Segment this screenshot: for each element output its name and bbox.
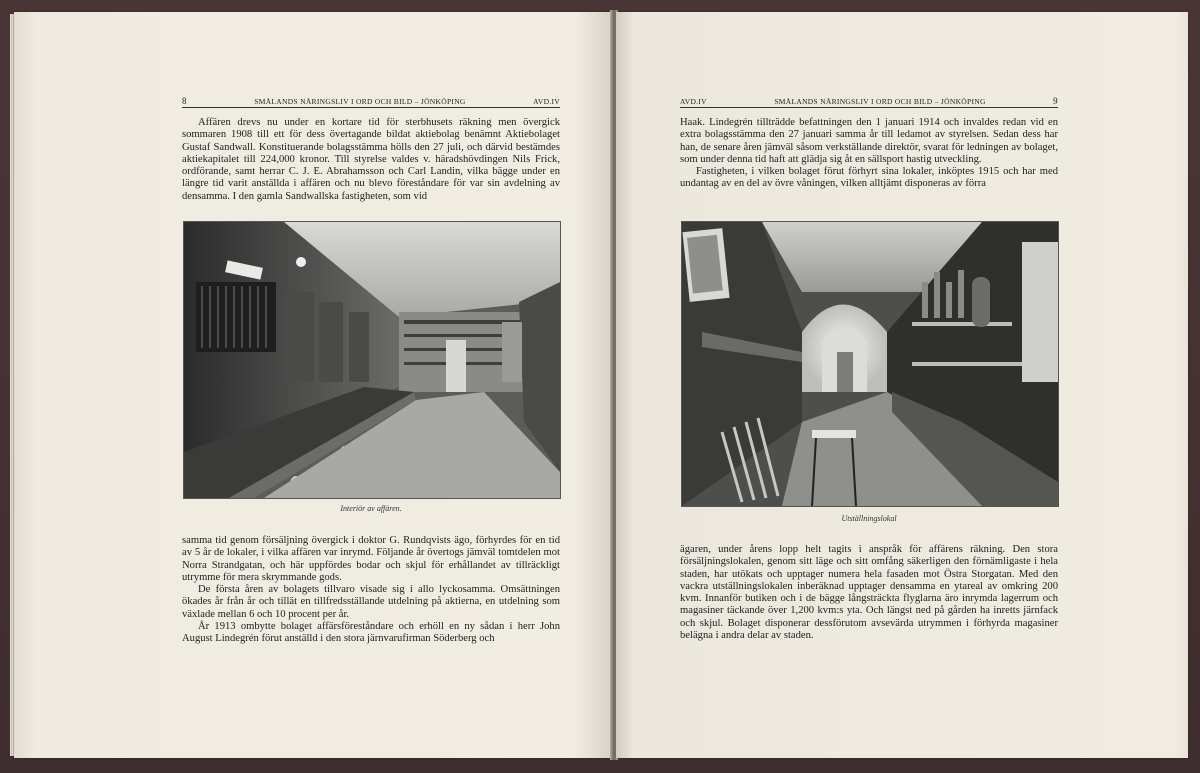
right-page-number: 9 xyxy=(1053,96,1058,106)
left-bottom-paragraph-3: År 1913 ombytte bolaget affärsföreståndare och erhöll en ny sådan i herr John August Lindegrén förut anställd i den stora järnvarufirman Söderberg och xyxy=(182,621,560,645)
left-bottom-text-block xyxy=(182,535,560,646)
right-running-title: SMÅLANDS NÄRINGSLIV I ORD OCH BILD – JÖNKÖPING xyxy=(774,97,986,106)
right-top-text-block xyxy=(680,117,1058,191)
right-section-label: AVD.IV xyxy=(680,97,707,106)
left-top-paragraph: Affären drevs nu under en kortare tid för sterbhusets räkning men övergick sommaren 1908 till ett för dess övertagande bildat aktiebolag benämnt Aktiebolaget Gustaf Sandwall. Konstituerande bolagsstämma hölls den 27 juli, och därvid bestämdes aktiekapitalet till 224,000 kronor. Till styrelse valdes v. häradshövdingen Nils Frick, ordförande, samt herrar C. J. E. Abrahamsson och Carl Landin, vilka bägge under en längre tid varit anställda i affären och nu blevo föreståndare för var sin avdelning av densamma. I den gamla Sandwallska fastigheten, som vid xyxy=(182,117,560,202)
right-running-head xyxy=(680,94,1058,108)
exhibition-hall-photo xyxy=(681,221,1059,507)
left-bottom-paragraph-1: samma tid genom försäljning övergick i doktor G. Rundqvists ägo, förhyrdes för en tid av 5 år de lokaler, i vilka affären var inrymd. Följande år övertogs jämväl tomtdelen mot Norra Strandgatan, och här uppfördes bodar och skjul för erhållandet av tillräckligt utrymme för mera skrymmande gods. xyxy=(182,535,560,583)
left-section-label: AVD.IV xyxy=(533,97,560,106)
left-running-head xyxy=(182,94,560,108)
right-bottom-paragraph: ägaren, under årens lopp helt tagits i anspråk för affärens räkning. Den stora försäljningslokalen, genom sitt läge och sitt omfång säkerligen den förnämligaste i hela staden, har utökats och upptager numera hela fasaden mot Östra Storgatan. Med den vackra utställningslokalen inberäknad upptager densamma en ytareal av omkring 200 kvm. Innanför butiken och i de bägge långsträckta flyglarna äro inrymda lagerrum och magasiner täckande över 1,200 kvm:s yta. Och längst ned på gården ha inretts järnfack och skjul. Bolaget disponerar dessförutom avsevärda utrymmen i förhyrda magasiner belägna i andra delar av staden. xyxy=(680,544,1058,642)
left-page-number: 8 xyxy=(182,96,187,106)
right-top-paragraph-1: Haak. Lindegrén tillträdde befattningen den 1 januari 1914 och invaldes redan vid en extra bolagsstämma den 27 januari samma år till ledamot av styrelsen. Sedan dess har han, de senare åren jämväl såsom verkställande direktör, svarat för ledningen av bolaget, som under denna tid haft att glädja sig åt en sällsport hastig utveckling. xyxy=(680,117,1058,165)
left-photo-caption: Interiör av affären. xyxy=(340,504,402,513)
left-top-text-block xyxy=(182,117,560,203)
left-running-title: SMÅLANDS NÄRINGSLIV I ORD OCH BILD – JÖNKÖPING xyxy=(254,97,466,106)
right-bottom-text-block xyxy=(680,544,1058,642)
left-bottom-paragraph-2: De första åren av bolagets tillvaro visade sig i allo lyckosamma. Omsättningen ökades år från år och tillät en tillfredsställande utdelning på aktierna, en utdelning som växlade mellan 6 och 10 procent per år. xyxy=(182,584,560,620)
shop-interior-photo xyxy=(183,221,561,499)
right-photo-caption: Utställningslokal xyxy=(841,514,897,523)
right-top-paragraph-2: Fastigheten, i vilken bolaget förut förhyrt sina lokaler, inköptes 1915 och har med undantag av en del av övre våningen, vilken alltjämt disponeras av förra xyxy=(680,166,1058,190)
